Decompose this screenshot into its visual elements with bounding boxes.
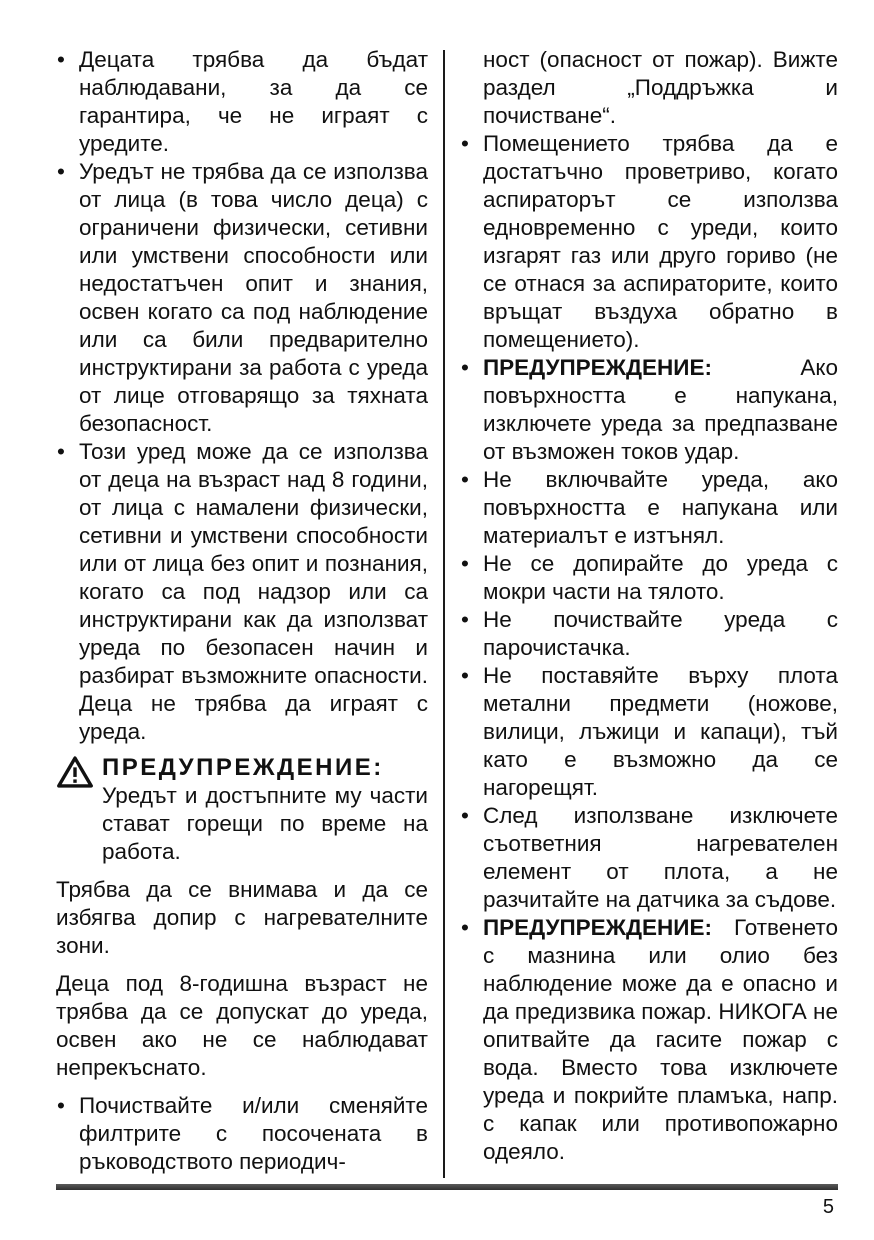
warning-block xyxy=(56,754,428,866)
content-columns xyxy=(56,46,838,1178)
bullet-marker: • xyxy=(57,1093,65,1118)
bullet-marker: • xyxy=(461,915,469,940)
continuation-paragraph xyxy=(460,46,838,130)
list-item-text: След използване изключете съответния нагревателен елемент от плота, а не разчитайте на датчика за съдове. xyxy=(483,803,838,912)
warning-label: ПРЕДУПРЕЖДЕНИЕ: xyxy=(102,754,384,781)
list-item-text: Децата трябва да бъдат наблюдавани, за да се гарантира, че не играят с уредите. xyxy=(79,47,428,156)
warning-body xyxy=(102,754,428,866)
footer-rule xyxy=(56,1184,838,1190)
list-item-warning xyxy=(460,354,838,466)
paragraph-text: ност (опасност от пожар). Вижте раздел „Поддръжка и почистване“. xyxy=(483,47,838,128)
paragraph: Деца под 8-годишна възраст не трябва да се допускат до уреда, освен ако не се наблюдават непрекъснато. xyxy=(56,971,428,1080)
paragraph: Трябва да се внимава и да се избягва допир с нагревателните зони. xyxy=(56,877,428,958)
right-column xyxy=(460,46,838,1178)
page-number: 5 xyxy=(822,1196,834,1218)
list-item-text: Помещението трябва да е достатъчно проветриво, когато аспираторът се използва едновременно с уреди, които изгарят газ или друго гориво (не се отнася за аспираторите, които връщат въздуха обратно в помещението). xyxy=(483,131,838,352)
list-item-text xyxy=(483,355,838,464)
warning-label: ПРЕДУПРЕЖДЕНИЕ: xyxy=(483,355,712,380)
column-divider xyxy=(443,50,445,1178)
list-item xyxy=(56,438,428,746)
list-item-warning xyxy=(460,914,838,1166)
bullet-marker: • xyxy=(461,607,469,632)
list-item xyxy=(56,1092,428,1176)
bullet-marker: • xyxy=(57,439,65,464)
bullet-marker: • xyxy=(461,551,469,576)
list-item-text: Не включвайте уреда, ако повърхността е напукана или материалът е изтънял. xyxy=(483,467,838,548)
warning-text: Ако повърхността е напукана, изключете уреда за предпазване от възможен токов удар. xyxy=(483,355,838,464)
left-column xyxy=(56,46,428,1178)
list-item-text: Не се допирайте до уреда с мокри части на тялото. xyxy=(483,551,838,604)
list-item xyxy=(460,606,838,662)
list-item-text: Не почиствайте уреда с парочистачка. xyxy=(483,607,838,660)
bullet-marker: • xyxy=(461,803,469,828)
list-item-text: Почиствайте и/или сменяйте филтрите с посочената в ръководството периодич- xyxy=(79,1093,428,1174)
bullet-marker: • xyxy=(461,355,469,380)
bullet-marker: • xyxy=(461,663,469,688)
warning-text: Уредът и достъпните му части стават горещи по време на работа. xyxy=(102,783,428,864)
list-item-text: Не поставяйте върху плота метални предмети (ножове, вилици, лъжици и капаци), тъй като е възможно да се нагорещят. xyxy=(483,663,838,800)
bullet-marker: • xyxy=(461,467,469,492)
list-item xyxy=(460,662,838,802)
list-item xyxy=(56,158,428,438)
list-item-text xyxy=(483,915,838,1164)
list-item xyxy=(460,550,838,606)
bullet-marker: • xyxy=(57,47,65,72)
warning-label: ПРЕДУПРЕЖДЕНИЕ: xyxy=(483,915,712,940)
warning-text: Готвенето с мазнина или олио без наблюдение може да е опасно и да предизвика пожар. НИКОГА не опитвайте да гасите пожар с вода. Вместо това изключете уреда и покрийте пламъка, напр. с капак или противопожарно одеяло. xyxy=(483,915,838,1164)
bullet-marker: • xyxy=(57,159,65,184)
list-item-text: Този уред може да се използва от деца на възраст над 8 години, от лица с намалени физически, сетивни и умствени способности или от лица без опит и познания, когато са под надзор или са инструктирани как да използват уреда по безопасен начин и разбират възможните опасности. Деца не трябва да играят с уреда. xyxy=(79,439,428,744)
list-item-text: Уредът не трябва да се използва от лица (в това число деца) с ограничени физически, сетивни или умствени способности или недостатъчен опит и знания, освен когато са под наблюдение или са били предварително инструктирани за работа с уреда от лице отговарящо за тяхната безопасност. xyxy=(79,159,428,436)
list-item xyxy=(56,46,428,158)
list-item xyxy=(460,130,838,354)
warning-triangle-icon xyxy=(56,755,94,789)
list-item xyxy=(460,802,838,914)
bullet-marker: • xyxy=(461,131,469,156)
list-item xyxy=(460,466,838,550)
